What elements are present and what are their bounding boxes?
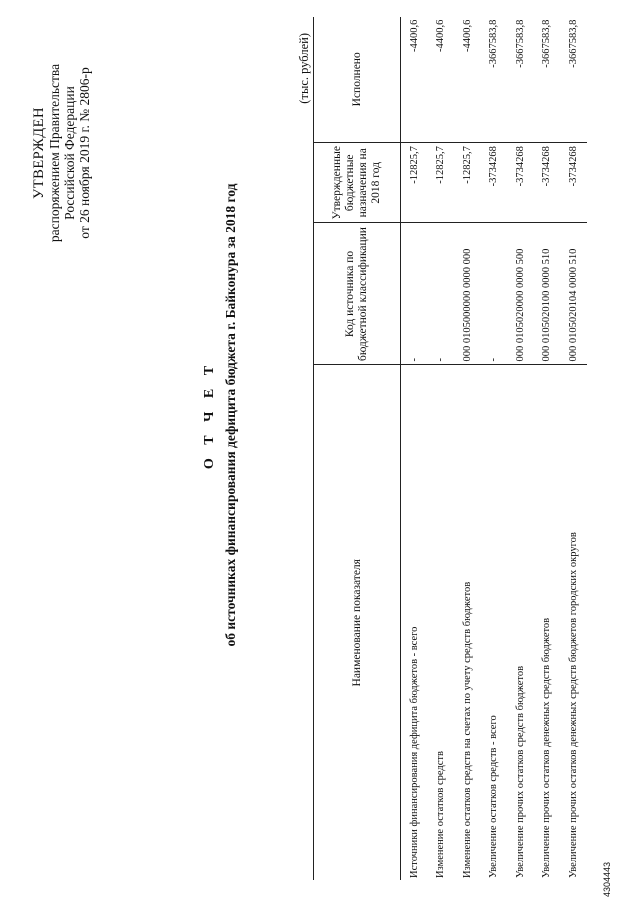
approval-stamp: [32, 33, 92, 273]
cell-name: Изменение остатков средств: [435, 751, 447, 878]
report-title: [200, 0, 242, 845]
cell-code: 000 0105020100 0000 510: [534, 223, 561, 365]
cell-approved: -3734268: [560, 143, 587, 223]
cell-code: -: [401, 223, 428, 365]
cell-approved: -12825,7: [401, 143, 428, 223]
table-row: [534, 17, 561, 880]
table-row: [507, 17, 534, 880]
cell-executed: -3667583,8: [534, 17, 561, 143]
table-row: [401, 17, 428, 880]
cell-executed: -4400,6: [454, 17, 481, 143]
cell-approved: -3734268: [481, 143, 508, 223]
cell-code: -: [428, 223, 455, 365]
header-name: Наименование показателя: [314, 365, 401, 880]
cell-code: -: [481, 223, 508, 365]
cell-executed: -4400,6: [401, 17, 428, 143]
cell-code: 000 0105000000 0000 000: [454, 223, 481, 365]
cell-name: Источники финансирования дефицита бюджетов - всего: [408, 626, 420, 878]
cell-approved: -12825,7: [454, 143, 481, 223]
approval-line: Российской Федерации: [62, 86, 77, 220]
cell-code: 000 0105020000 0000 500: [507, 223, 534, 365]
header-executed: Исполнено: [314, 17, 401, 143]
cell-name: Увеличение прочих остатков средств бюджетов: [514, 665, 526, 878]
cell-approved: -3734268: [507, 143, 534, 223]
header-approved: Утвержденные бюджетные назначения на 2018 год: [314, 143, 401, 223]
units-label: (тыс. рублей): [297, 33, 311, 104]
table-row: [560, 17, 587, 880]
table-row: [454, 17, 481, 880]
cell-name: Изменение остатков средств на счетах по учету средств бюджетов: [461, 581, 473, 878]
cell-approved: -12825,7: [428, 143, 455, 223]
table-row: [428, 17, 455, 880]
table-row: [481, 17, 508, 880]
cell-name: Увеличение остатков средств - всего: [488, 715, 500, 878]
report-title-sub: об источниках финансирования дефицита бюджета г. Байконура за 2018 год: [223, 183, 238, 647]
header-code: Код источника по бюджетной классификации: [314, 223, 401, 365]
cell-executed: -3667583,8: [507, 17, 534, 143]
approval-heading: УТВЕРЖДЕН: [31, 107, 47, 199]
approval-line: от 26 ноября 2019 г. № 2806-р: [77, 67, 92, 239]
document-number: 4304443: [602, 861, 612, 897]
cell-executed: -3667583,8: [560, 17, 587, 143]
approval-line: распоряжением Правительства: [47, 63, 62, 243]
cell-executed: -4400,6: [428, 17, 455, 143]
cell-name: Увеличение прочих остатков денежных средств бюджетов: [541, 617, 553, 878]
cell-code: 000 0105020104 0000 510: [560, 223, 587, 365]
report-title-main: О Т Ч Е Т: [202, 360, 217, 470]
cell-name: Увеличение прочих остатков денежных средств бюджетов городских округов: [567, 532, 579, 878]
table-header-row: [314, 17, 401, 880]
cell-approved: -3734268: [534, 143, 561, 223]
table-body: [401, 17, 587, 880]
cell-executed: -3667583,8: [481, 17, 508, 143]
financing-table: [313, 17, 587, 880]
